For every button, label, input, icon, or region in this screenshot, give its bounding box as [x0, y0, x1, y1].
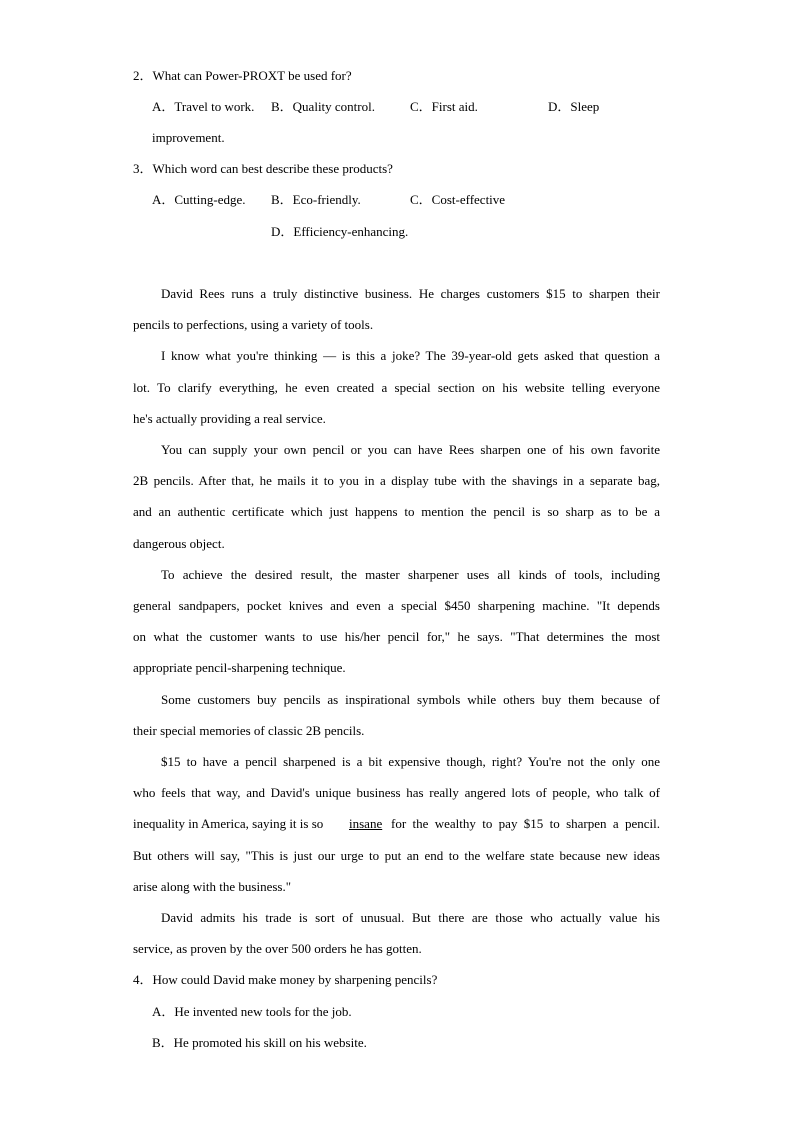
q2-option-c: C．First aid.	[410, 99, 478, 114]
passage-p6-line5: arise along with the business."	[133, 879, 292, 894]
passage-p3-line3: and an authentic certificate which just happens to mention the pencil is so sharp as to be a	[133, 504, 660, 519]
q3-option-a: A．Cutting-edge.	[152, 192, 246, 207]
passage-p4-line1: To achieve the desired result, the master sharpener uses all kinds of tools, including	[161, 567, 660, 582]
q3-stem: 3．Which word can best describe these products?	[133, 161, 393, 176]
passage-p4-line3: on what the customer wants to use his/her pencil for," he says. "That determines the most	[133, 629, 660, 644]
q4-option-a: A．He invented new tools for the job.	[152, 1004, 352, 1019]
q3-option-c: C．Cost-effective	[410, 192, 506, 207]
passage-p6-underlined-word: insane	[349, 816, 383, 831]
q2-option-b: B．Quality control.	[271, 99, 375, 114]
passage-p6-line1: $15 to have a pencil sharpened is a bit expensive though, right? You're not the only one	[161, 754, 660, 769]
q3-option-b: B．Eco-friendly.	[271, 192, 361, 207]
q4-stem: 4．How could David make money by sharpening pencils?	[133, 972, 438, 987]
q2-option-d: D．Sleep	[548, 99, 600, 114]
q3-option-d: D．Efficiency-enhancing.	[271, 224, 409, 239]
q2-option-d-continued: improvement.	[152, 130, 225, 145]
passage-p4-line2: general sandpapers, pocket knives and even a special $450 sharpening machine. "It depends	[133, 598, 660, 613]
passage-p6-line3b: for the wealthy to pay $15 to sharpen a pencil.	[391, 816, 660, 831]
passage-p7-line1: David admits his trade is sort of unusual. But there are those who actually value his	[161, 910, 660, 925]
passage-p5-line1: Some customers buy pencils as inspirational symbols while others buy them because of	[161, 692, 660, 707]
passage-p5-line2: their special memories of classic 2B pencils.	[133, 723, 365, 738]
q2-option-a: A．Travel to work.	[152, 99, 255, 114]
passage-p6-line4: But others will say, "This is just our urge to put an end to the welfare state because new ideas	[133, 848, 660, 863]
passage-p1-line1: David Rees runs a truly distinctive business. He charges customers $15 to sharpen their	[161, 286, 660, 301]
passage-p3-line4: dangerous object.	[133, 536, 225, 551]
passage-p4-line4: appropriate pencil-sharpening technique.	[133, 660, 346, 675]
q4-option-b: B．He promoted his skill on his website.	[152, 1035, 367, 1050]
passage-p2-line1: I know what you're thinking — is this a joke? The 39-year-old gets asked that question a	[161, 348, 660, 363]
q2-stem: 2．What can Power-PROXT be used for?	[133, 68, 352, 83]
passage-p6-line3a: inequality in America, saying it is so	[133, 816, 324, 831]
passage-p3-line1: You can supply your own pencil or you can have Rees sharpen one of his own favorite	[161, 442, 660, 457]
passage-p1-line2: pencils to perfections, using a variety of tools.	[133, 317, 374, 332]
passage-p7-line2: service, as proven by the over 500 orders he has gotten.	[133, 941, 422, 956]
passage-p2-line3: he's actually providing a real service.	[133, 411, 326, 426]
passage-p2-line2: lot. To clarify everything, he even created a special section on his website telling everyone	[133, 380, 660, 395]
passage-p3-line2: 2B pencils. After that, he mails it to you in a display tube with the shavings in a separate bag,	[133, 473, 660, 488]
passage-p6-line2: who feels that way, and David's unique business has really angered lots of people, who talk of	[133, 785, 660, 800]
